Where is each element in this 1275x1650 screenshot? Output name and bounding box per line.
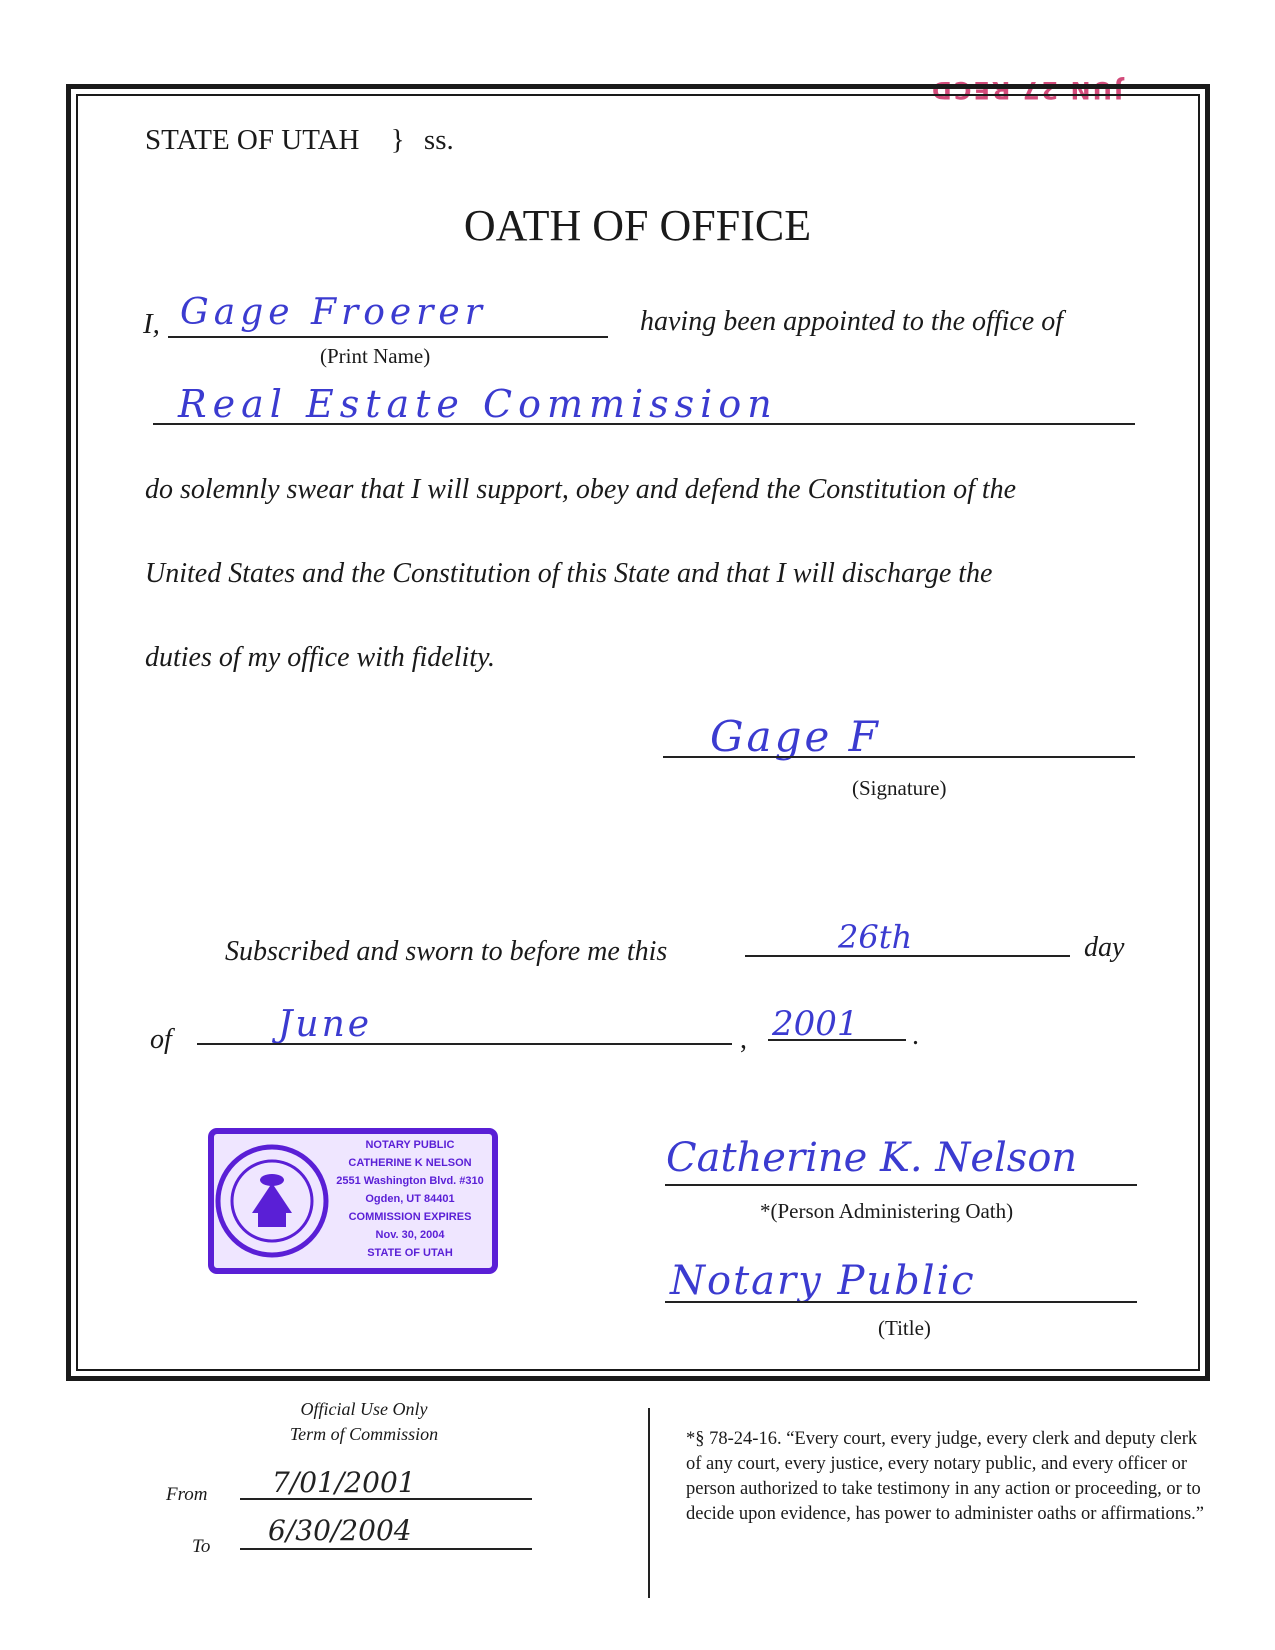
oath-text-line-2: United States and the Constitution of this State and that I will discharge the xyxy=(145,558,993,589)
statute-footnote: *§ 78-24-16. “Every court, every judge, every clerk and deputy clerk of any court, every justice, every notary public, and every officer or person authorized to take testimony in any action or proceeding, or to decide upon evidence, has power to administer oaths or affirmations.” xyxy=(686,1429,1205,1524)
ss-label: ss. xyxy=(423,124,454,156)
signature-field: Gage F xyxy=(710,712,881,761)
page-title: OATH OF OFFICE xyxy=(463,201,812,250)
oath-text-line-1: do solemnly swear that I will support, obey and defend the Constitution of the xyxy=(145,474,1017,505)
print-name-caption: (Print Name) xyxy=(320,344,431,368)
term-heading: Term of Commission xyxy=(289,1424,439,1444)
period: . xyxy=(912,1020,919,1051)
oath-text-line-3: duties of my office with fidelity. xyxy=(145,642,495,673)
notary-seal-text xyxy=(328,1136,492,1262)
seal-line: 2551 Washington Blvd. #310 xyxy=(336,1175,484,1187)
seal-line: STATE OF UTAH xyxy=(367,1247,453,1259)
of-label: of xyxy=(150,1024,172,1055)
month-line xyxy=(197,1043,732,1045)
to-label: To xyxy=(192,1536,211,1557)
day-label: day xyxy=(1084,932,1125,963)
year-field: 2001 xyxy=(772,1004,859,1044)
brace: } xyxy=(390,124,405,156)
comma: , xyxy=(740,1024,747,1055)
sworn-text: Subscribed and sworn to before me this xyxy=(225,936,668,967)
day-field: 26th xyxy=(838,918,913,956)
month-field: June xyxy=(278,1004,373,1045)
to-value: 6/30/2004 xyxy=(268,1514,412,1547)
print-name-field: Gage Froerer xyxy=(180,292,487,333)
office-line xyxy=(153,423,1135,425)
from-value: 7/01/2001 xyxy=(272,1466,416,1499)
i-prefix: I, xyxy=(143,308,160,340)
notary-seal-stamp xyxy=(208,1128,498,1274)
official-use-heading: Official Use Only xyxy=(300,1399,428,1419)
administrator-caption: *(Person Administering Oath) xyxy=(760,1199,1014,1223)
section-divider xyxy=(648,1408,650,1598)
signature-line xyxy=(663,756,1135,758)
print-name-line xyxy=(168,336,608,338)
appointed-text: having been appointed to the office of xyxy=(640,306,1064,337)
from-label: From xyxy=(166,1484,208,1505)
office-field: Real Estate Commission xyxy=(178,382,778,426)
day-line xyxy=(745,955,1070,957)
administrator-signature: Catherine K. Nelson xyxy=(666,1135,1078,1181)
seal-line: Nov. 30, 2004 xyxy=(375,1229,445,1241)
state-name: STATE OF UTAH xyxy=(145,124,360,156)
received-stamp: JUN 27 RECD xyxy=(930,76,1124,104)
administrator-line xyxy=(665,1184,1137,1186)
from-line xyxy=(240,1498,532,1500)
seal-line: NOTARY PUBLIC xyxy=(365,1139,455,1151)
seal-line: Ogden, UT 84401 xyxy=(365,1193,455,1205)
title-caption: (Title) xyxy=(878,1316,931,1340)
title-line xyxy=(665,1301,1137,1303)
seal-line: CATHERINE K NELSON xyxy=(348,1157,472,1169)
seal-line: COMMISSION EXPIRES xyxy=(348,1211,472,1223)
year-line xyxy=(768,1039,906,1041)
state-header xyxy=(145,124,454,157)
signature-caption: (Signature) xyxy=(852,776,947,800)
title-field: Notary Public xyxy=(670,1258,976,1304)
to-line xyxy=(240,1548,532,1550)
